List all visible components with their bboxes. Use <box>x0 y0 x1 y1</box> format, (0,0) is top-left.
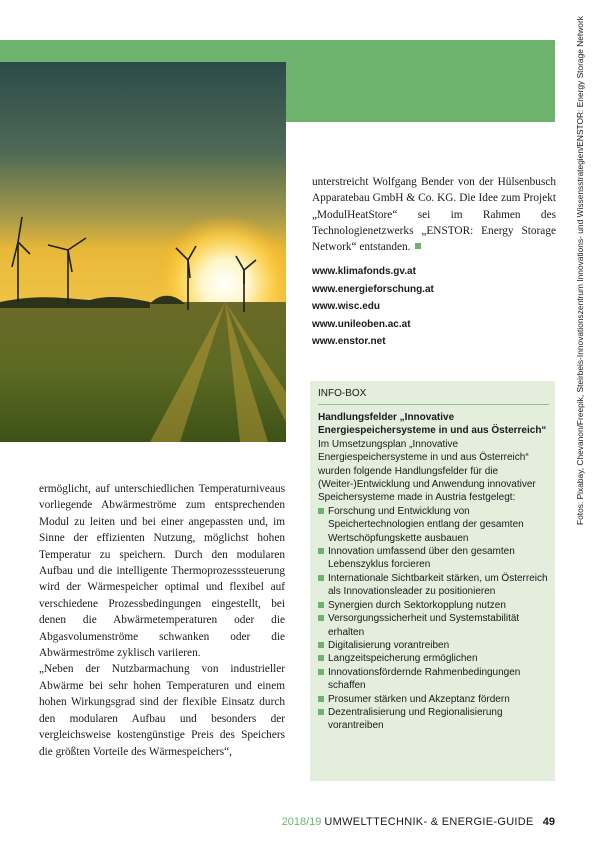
link-list <box>312 263 552 351</box>
list-item: Dezentralisierung und Regionalisierung vorantreiben <box>318 706 549 733</box>
green-header-box <box>286 62 555 122</box>
square-bullet-icon <box>318 575 324 581</box>
list-item: Synergien durch Sektorkopplung nutzen <box>318 599 549 612</box>
footer-year: 2018/19 <box>281 816 322 828</box>
left-column-text <box>39 481 285 760</box>
square-bullet-icon <box>318 655 324 661</box>
page-number: 49 <box>542 816 555 828</box>
link-klimafonds[interactable]: www.klimafonds.gv.at <box>312 266 416 277</box>
wind-turbine-sunset-photo <box>0 62 286 442</box>
square-bullet-icon <box>318 669 324 675</box>
list-item: Forschung und Entwicklung von Speichertechnologien entlang der gesamten Wertschöpfungskette ausbauen <box>318 505 549 545</box>
list-item: Versorgungssicherheit und Systemstabilität erhalten <box>318 612 549 639</box>
list-item: Prosumer stärken und Akzeptanz fördern <box>318 693 549 706</box>
top-green-bar <box>0 40 555 62</box>
link-unileoben[interactable]: www.unileoben.ac.at <box>312 318 411 330</box>
page-footer <box>190 815 555 829</box>
link-wisc[interactable]: www.wisc.edu <box>312 301 380 313</box>
paragraph: „Neben der Nutzbarmachung von industrieller Abwärme bei sehr hohen Temperaturen und einem hohen Wirkungsgrad sind der flexible Einsatz durch den modularen Aufbau und besonders der vergleichsweise kostengünstige Preis des Speichers die größten Vorteile des Wärmespeichers“, <box>39 663 285 758</box>
end-of-article-marker <box>415 243 421 249</box>
square-bullet-icon <box>318 602 324 608</box>
info-box <box>310 381 555 781</box>
paragraph: ermöglicht, auf unterschiedlichen Temperaturniveaus vorliegende Abwärmeströme zum entsprechenden Modul zu leiten und bei einer angepassten und, im Sinne der effizienten Nutzung, möglichst hohen Temperatur zu speichern. Durch den modularen Aufbau und die intelligente Thermoprozesssteuerung wird der Wärmespeicher optimal und flexibel auf verschiedene Prozessbedingungen eingestellt, bei denen die Abwärmetemperaturen oder die Abgasvolumenströme schwanken oder die Abwärmeströme zyklisch variieren. <box>39 483 285 660</box>
link-energieforschung[interactable]: www.energieforschung.at <box>312 283 434 295</box>
square-bullet-icon <box>318 696 324 702</box>
link-enstor[interactable]: www.enstor.net <box>312 336 386 348</box>
right-column-text: unterstreicht Wolfgang Bender von der Hülsenbusch Apparatebau GmbH & Co. KG. Die Idee zum Projekt „ModulHeatStore“ sei im Rahmen des Technologienetzwerks „ENSTOR: Energy Storage Network“ entstanden. <box>312 176 556 254</box>
square-bullet-icon <box>318 508 324 514</box>
list-item: Innovation umfassend über den gesamten Lebenszyklus forcieren <box>318 545 549 572</box>
info-box-intro: Im Umsetzungsplan „Innovative Energiespeichersysteme in und aus Österreich“ wurden folgende Handlungsfelder für die (Weiter-)Entwicklung und Anwendung innovativer Speichersysteme made in Austria festgelegt: <box>318 438 536 504</box>
info-box-heading: Handlungsfelder „Innovative Energiespeichersysteme in und aus Österreich“ <box>318 412 547 437</box>
photo-credits: Fotos: Pixabay, Chevanon/Freepik, Steirbeis-Innovationszentrum Innovations- und Wissensstrategien/ENSTOR: Energy Storage Network <box>575 16 585 525</box>
list-item: Langzeitspeicherung ermöglichen <box>318 652 549 665</box>
list-item: Innovationsfördernde Rahmenbedingungen schaffen <box>318 666 549 693</box>
list-item: Internationale Sichtbarkeit stärken, um Österreich als Innovationsleader zu positionieren <box>318 572 549 599</box>
info-box-title: INFO-BOX <box>318 387 549 405</box>
footer-guide-title: UMWELTTECHNIK- & ENERGIE-GUIDE <box>324 816 534 828</box>
list-item: Digitalisierung vorantreiben <box>318 639 549 652</box>
square-bullet-icon <box>318 615 324 621</box>
square-bullet-icon <box>318 548 324 554</box>
square-bullet-icon <box>318 642 324 648</box>
square-bullet-icon <box>318 709 324 715</box>
info-box-list <box>318 505 549 733</box>
